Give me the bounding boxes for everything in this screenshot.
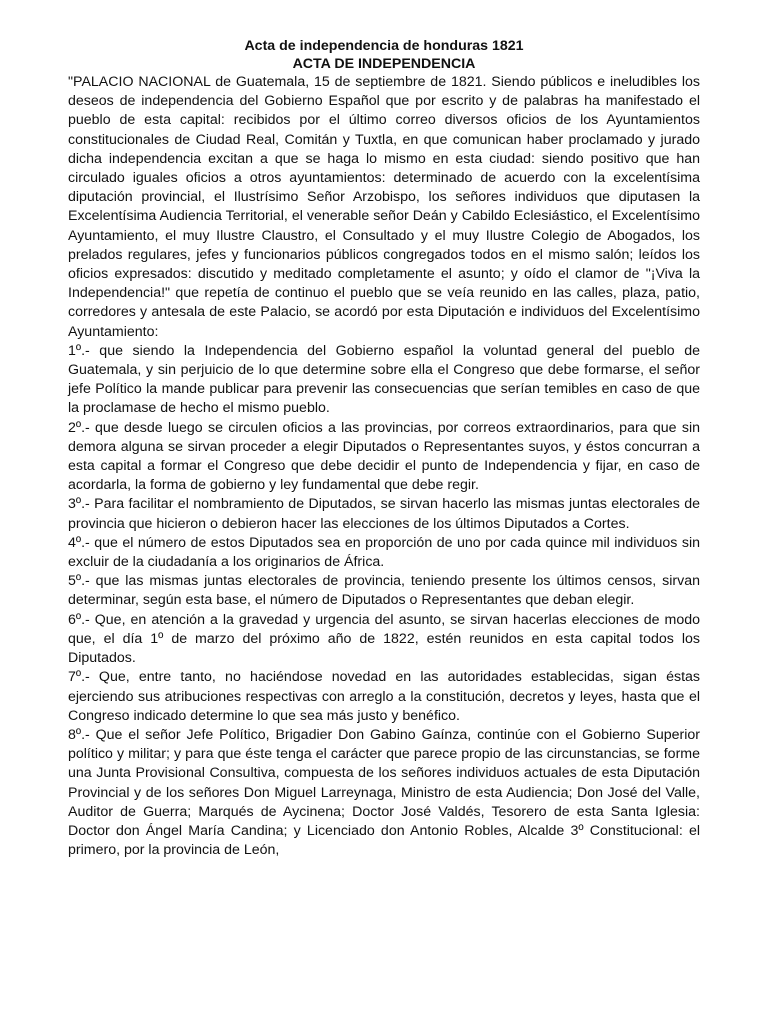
paragraph-article-4: 4º.- que el número de estos Diputados sea en proporción de uno por cada quince mil individuos sin excluir de la ciudadanía a los originarios de África.	[68, 534, 700, 571]
paragraph-preamble: "PALACIO NACIONAL de Guatemala, 15 de septiembre de 1821. Siendo públicos e ineludibles los deseos de independencia del Gobierno Español que por escrito y de palabras ha manifestado el pueblo de esta capital: recibidos por el último correo diversos oficios de los Ayuntamientos constitucionales de Ciudad Real, Comitán y Tuxtla, en que comunican haber proclamado y jurado dicha independencia excitan a que se haga lo mismo en esta ciudad: siendo positivo que han circulado iguales oficios a otros ayuntamientos: determinado de acuerdo con la excelentísima diputación provincial, el Ilustrísimo Señor Arzobispo, los señores individuos que diputasen la Excelentísima Audiencia Territorial, el venerable señor Deán y Cabildo Eclesiástico, el Excelentísimo Ayuntamiento, el muy Ilustre Claustro, el Consultado y el muy Ilustre Colegio de Abogados, los prelados regulares, jefes y funcionarios públicos congregados todos en el mismo salón; leídos los oficios expresados: discutido y meditado completamente el asunto; y oído el clamor de "¡Viva la Independencia!" que repetía de continuo el pueblo que se veía reunido en las calles, plaza, patio, corredores y antesala de este Palacio, se acordó por esta Diputación e individuos del Excelentísimo Ayuntamiento:	[68, 74, 700, 340]
paragraph-article-5: 5º.- que las mismas juntas electorales de provincia, teniendo presente los últimos censos, sirvan determinar, según esta base, el número de Diputados o Representantes que deban elegir.	[68, 573, 700, 609]
paragraph-article-3: 3º.- Para facilitar el nombramiento de Diputados, se sirvan hacerlo las mismas juntas electorales de provincia que hicieron o debieron hacer las elecciones de los últimos Diputados a Cortes.	[68, 496, 700, 532]
document-body	[68, 73, 700, 860]
paragraph-article-1: 1º.- que siendo la Independencia del Gobierno español la voluntad general del pueblo de Guatemala, y sin perjuicio de lo que determine sobre ella el Congreso que debe formarse, el señor jefe Político la mande publicar para prevenir las consecuencias que serían temibles en caso de que la proclamase de hecho el mismo pueblo.	[68, 342, 700, 417]
document-subtitle: ACTA DE INDEPENDENCIA	[292, 56, 476, 72]
paragraph-article-2: 2º.- que desde luego se circulen oficios a las provincias, por correos extraordinarios, para que sin demora alguna se sirvan proceder a elegir Diputados o Representantes suyos, y éstos concurran a esta capital a formar el Congreso que debe decidir el punto de Independencia y fijar, en caso de acordarla, la forma de gobierno y ley fundamental que debe regir.	[68, 419, 700, 494]
paragraph-article-8: 8º.- Que el señor Jefe Político, Brigadier Don Gabino Gaínza, continúe con el Gobierno Superior político y militar; y para que éste tenga el carácter que parece propio de las circunstancias, se forme una Junta Provisional Consultiva, compuesta de los señores individuos actuales de esta Diputación Provincial y de los señores Don Miguel Larreynaga, Ministro de esta Audiencia; Don José del Valle, Auditor de Guerra; Marqués de Aycinena; Doctor José Valdés, Tesorero de esta Santa Iglesia: Doctor don Ángel María Candina; y Licenciado don Antonio Robles, Alcalde 3º Constitucional: el primero, por la provincia de León,	[68, 726, 700, 859]
paragraph-article-6: 6º.- Que, en atención a la gravedad y urgencia del asunto, se sirvan hacerlas elecciones de modo que, el día 1º de marzo del próximo año de 1822, estén reunidos en esta capital todos los Diputados.	[68, 611, 700, 667]
document-title: Acta de independencia de honduras 1821	[244, 38, 524, 54]
paragraph-article-7: 7º.- Que, entre tanto, no haciéndose novedad en las autoridades establecidas, sigan éstas ejerciendo sus atribuciones respectivas con arreglo a la constitución, decretos y leyes, hasta que el Congreso indicado determine lo que sea más justo y benéfico.	[68, 669, 700, 724]
